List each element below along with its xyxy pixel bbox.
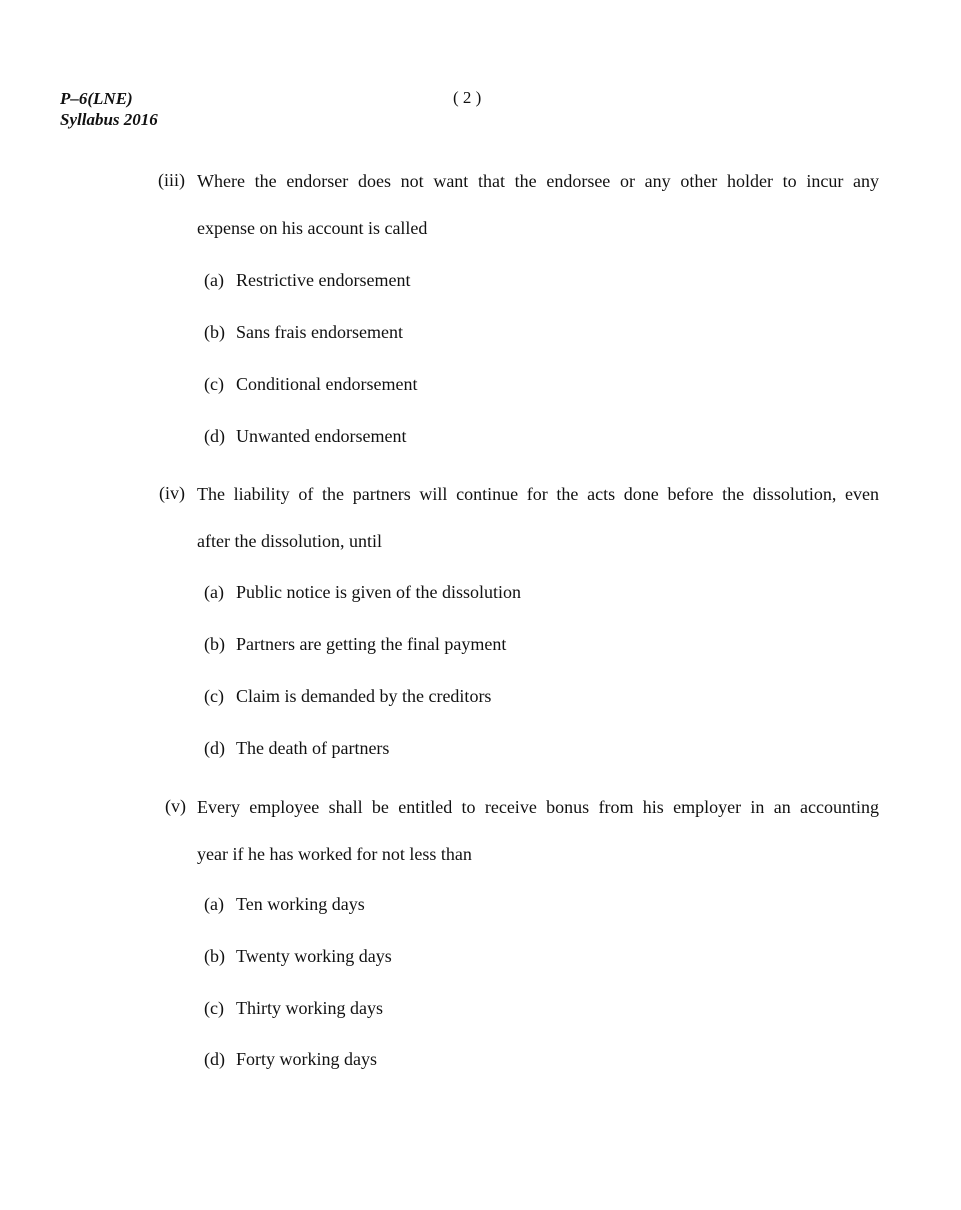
option-text: Conditional endorsement [236, 374, 418, 394]
option-label: (b) [204, 322, 225, 342]
option-label: (b) [204, 634, 225, 654]
option-text: Ten working days [236, 894, 365, 914]
paper-header [60, 88, 158, 130]
question-text-line: Every employee shall be entitled to receive bonus from his employer in an accounting [197, 797, 879, 817]
option [204, 322, 403, 343]
option-label: (a) [204, 894, 224, 914]
option-label: (d) [204, 738, 225, 758]
question-number: (v) [165, 796, 186, 816]
option-text: Restrictive endorsement [236, 270, 411, 290]
option [204, 894, 365, 915]
option-label: (a) [204, 582, 224, 602]
option [204, 686, 491, 707]
option-label: (a) [204, 270, 224, 290]
page-number: ( 2 ) [453, 88, 482, 107]
question-number: (iii) [158, 170, 185, 190]
option [204, 738, 389, 759]
option [204, 1049, 377, 1070]
question-text-line: Where the endorser does not want that the endorsee or any other holder to incur any [197, 171, 879, 191]
option-label: (c) [204, 686, 224, 706]
option [204, 582, 521, 603]
question-text [197, 784, 879, 878]
option-label: (d) [204, 426, 225, 446]
option [204, 426, 406, 447]
question-text [197, 471, 879, 565]
question-text-line: expense on his account is called [197, 218, 428, 238]
question-text-line: The liability of the partners will continue for the acts done before the dissolution, even [197, 484, 879, 504]
question-number: (iv) [159, 483, 185, 503]
option [204, 946, 392, 967]
option [204, 270, 410, 291]
option-text: Forty working days [236, 1049, 377, 1069]
option-label: (c) [204, 374, 224, 394]
option-text: Unwanted endorsement [236, 426, 407, 446]
paper-code: P–6(LNE) [60, 89, 133, 108]
option-text: Public notice is given of the dissolution [236, 582, 521, 602]
question-text-line: year if he has worked for not less than [197, 844, 472, 864]
option-label: (d) [204, 1049, 225, 1069]
option-text: Thirty working days [236, 998, 383, 1018]
option [204, 998, 383, 1019]
option [204, 634, 506, 655]
option-text: Twenty working days [236, 946, 392, 966]
option-label: (b) [204, 946, 225, 966]
option-text: Partners are getting the final payment [236, 634, 507, 654]
option-text: Claim is demanded by the creditors [236, 686, 492, 706]
option-text: Sans frais endorsement [236, 322, 403, 342]
option [204, 374, 417, 395]
option-text: The death of partners [236, 738, 390, 758]
syllabus-label: Syllabus 2016 [60, 110, 158, 129]
question-text [197, 158, 879, 252]
question-text-line: after the dissolution, until [197, 531, 382, 551]
option-label: (c) [204, 998, 224, 1018]
